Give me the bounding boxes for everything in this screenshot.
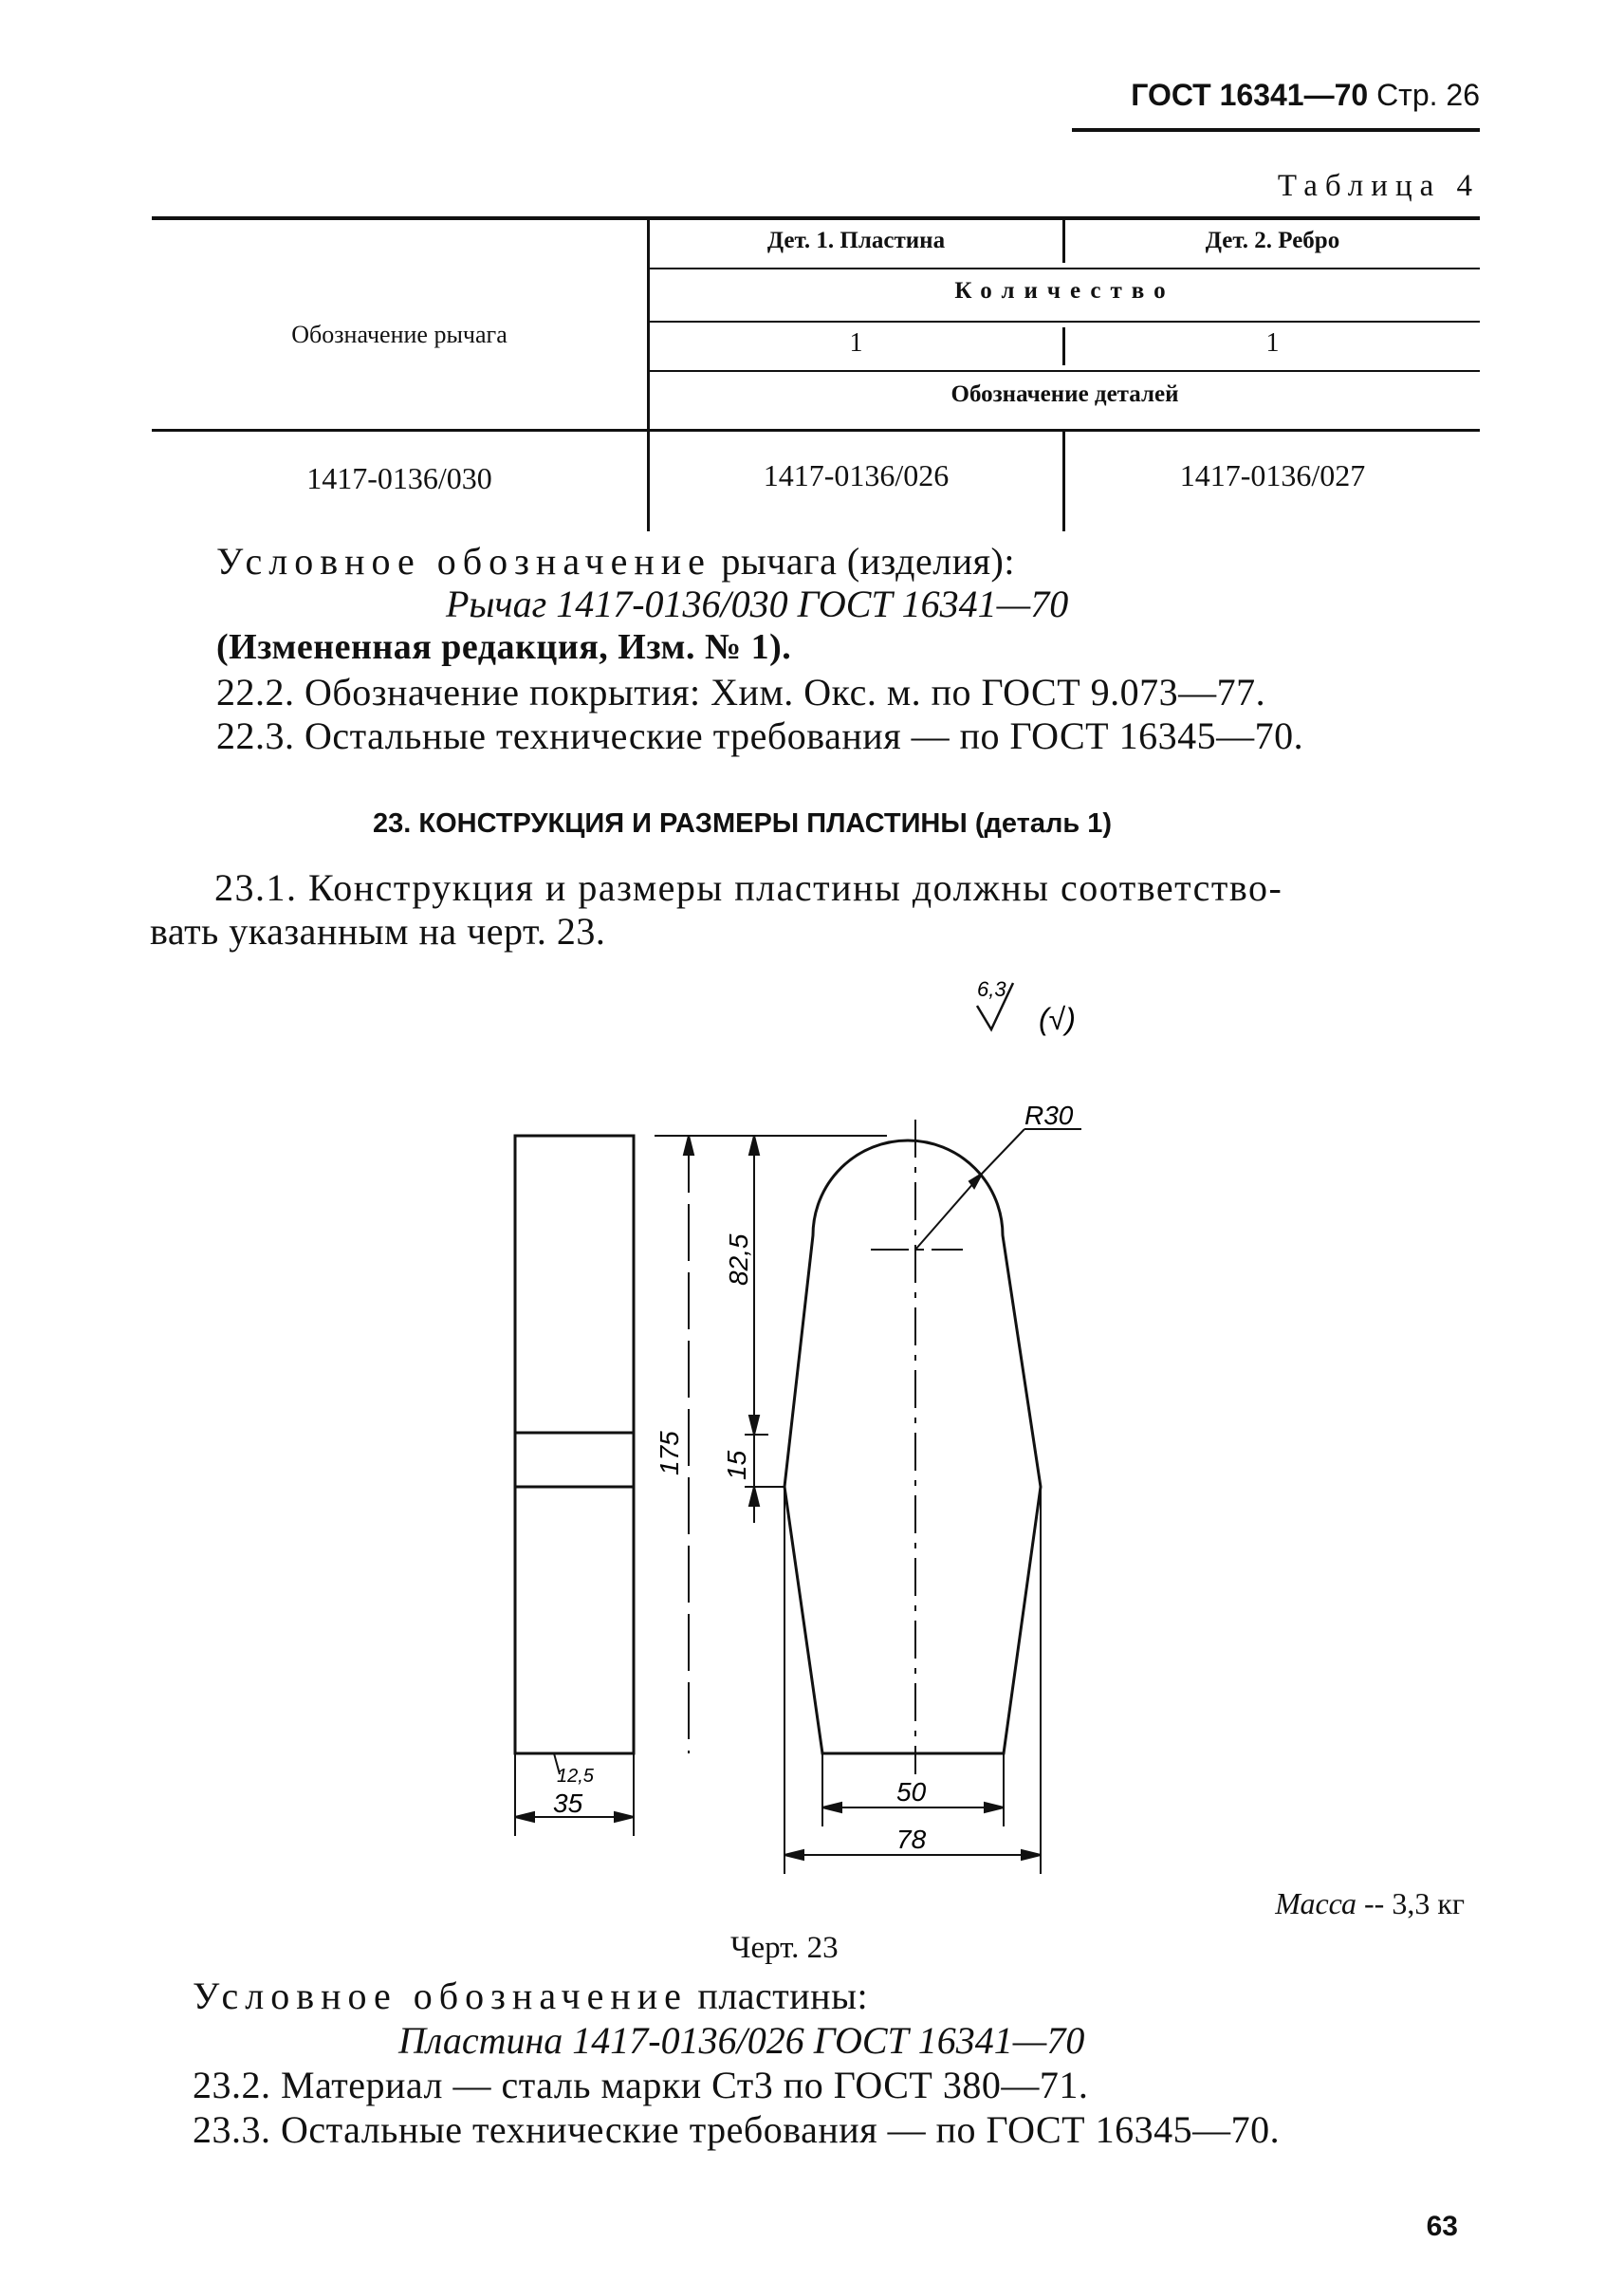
table-caption: Таблица 4 bbox=[1277, 169, 1480, 203]
plate-designation-label: Условное обозначение пластины: bbox=[193, 1974, 869, 2017]
roughness-symbol bbox=[977, 977, 1076, 1036]
paragraph-22-2: 22.2. Обозначение покрытия: Хим. Окс. м. по ГОСТ 9.073—77. bbox=[216, 671, 1266, 714]
cell-part2: 1417-0136/027 bbox=[1179, 458, 1366, 492]
standard-number: ГОСТ 16341—70 bbox=[1131, 78, 1369, 112]
mass-note: Масса -- 3,3 кг bbox=[1275, 1886, 1465, 1920]
paragraph-22-3: 22.3. Остальные технические требования — по ГОСТ 16345—70. bbox=[216, 714, 1304, 757]
plate-designation: Пластина 1417-0136/026 ГОСТ 16341—70 bbox=[398, 2019, 1085, 2062]
col-lever-header: Обозначение рычага bbox=[291, 321, 508, 348]
cell-part1: 1417-0136/026 bbox=[763, 458, 950, 492]
roughness-value: 6,3 bbox=[977, 977, 1006, 1001]
dim-50-label: 50 bbox=[896, 1777, 927, 1807]
parts-designation-label: Обозначение деталей bbox=[950, 381, 1179, 407]
radius-label: R30 bbox=[1024, 1101, 1074, 1130]
centerlines bbox=[871, 1120, 963, 1774]
dim-35-label: 35 bbox=[553, 1789, 583, 1818]
col-part2-header: Дет. 2. Ребро bbox=[1205, 228, 1340, 253]
quantity-label: Количество bbox=[954, 278, 1175, 304]
lever-designation-label: Условное обозначение рычага (изделия): bbox=[216, 540, 1015, 583]
qty-part1: 1 bbox=[849, 328, 863, 358]
plate-outline bbox=[784, 1140, 1041, 1753]
paragraph-23-2: 23.2. Материал — сталь марки Ст3 по ГОСТ 380—71. bbox=[193, 2064, 1089, 2106]
dim-12-5-label: 12,5 bbox=[557, 1766, 594, 1787]
dim-82-5-label: 82,5 bbox=[724, 1233, 753, 1286]
col-part1-header: Дет. 1. Пластина bbox=[766, 228, 946, 253]
dim-50-78 bbox=[784, 1490, 1041, 1874]
section-23-heading: 23. КОНСТРУКЦИЯ И РАЗМЕРЫ ПЛАСТИНЫ (деталь 1) bbox=[373, 808, 1113, 839]
dim-15-label: 15 bbox=[722, 1450, 751, 1480]
dim-175-label: 175 bbox=[655, 1431, 684, 1475]
qty-part2: 1 bbox=[1265, 328, 1280, 358]
revision-note: (Измененная редакция, Изм. № 1). bbox=[216, 627, 792, 667]
dim-78-label: 78 bbox=[896, 1825, 927, 1854]
page-number: 63 bbox=[1426, 2211, 1458, 2242]
side-view bbox=[515, 1136, 634, 1753]
paragraph-23-1-line2: вать указанным на черт. 23. bbox=[150, 910, 606, 953]
dim-175 bbox=[655, 1136, 887, 1753]
figure-caption: Черт. 23 bbox=[730, 1931, 839, 1965]
cell-lever: 1417-0136/030 bbox=[306, 461, 492, 495]
page-label: Стр. 26 bbox=[1376, 78, 1480, 112]
roughness-paren: (√) bbox=[1039, 1002, 1076, 1036]
paragraph-23-3: 23.3. Остальные технические требования — по ГОСТ 16345—70. bbox=[193, 2108, 1281, 2151]
lever-designation: Рычаг 1417-0136/030 ГОСТ 16341—70 bbox=[446, 583, 1069, 625]
paragraph-23-1-line1: 23.1. Конструкция и размеры пластины должны соответство- bbox=[214, 866, 1283, 909]
